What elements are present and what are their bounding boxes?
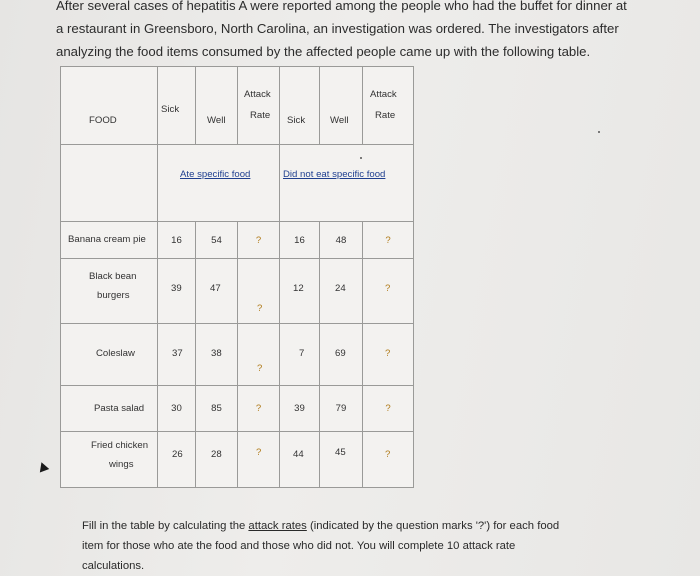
noeat-group-cell [280, 145, 414, 222]
intro-line-1: After several cases of hepatitis A were reported among the people who had the buffet for dinner at [56, 0, 627, 13]
ate-well-value: 38 [211, 348, 222, 359]
instructions-text: Fill in the table by calculating the [82, 520, 249, 532]
food-name-cont: wings [109, 459, 134, 470]
food-name: Black bean [89, 271, 137, 282]
table-row [61, 432, 414, 488]
ate-attack-rate-value: ? [257, 363, 263, 374]
table-row [61, 386, 414, 432]
table-row [61, 222, 414, 259]
ate-sick-value: 39 [171, 283, 182, 294]
noeat-attack-rate-value: ? [385, 348, 391, 359]
table-row [61, 324, 414, 386]
ate-well-cell: 54 [196, 222, 238, 259]
ate-attack-rate-header-cell [238, 67, 280, 145]
ate-well-cell [196, 432, 238, 488]
intro-line-3: analyzing the food items consumed by the affected people came up with the following table. [56, 44, 591, 59]
ate-well-value: 28 [211, 449, 222, 460]
ate-specific-food-label: Ate specific food [180, 169, 251, 180]
noeat-attack-rate-cell: ? [363, 222, 414, 259]
attack-rates-term: attack rates [248, 520, 307, 532]
food-name-cell [61, 386, 158, 432]
noeat-well-value: 45 [335, 447, 346, 458]
food-name: Pasta salad [94, 403, 145, 414]
food-name-cell [61, 259, 158, 324]
ate-well-cell: 85 [196, 386, 238, 432]
ate-attack-rate-cell: ? [238, 222, 280, 259]
instructions-line-3: calculations. [82, 560, 145, 572]
ate-well-header: Well [207, 115, 226, 126]
noeat-attack-rate-cell [363, 259, 414, 324]
ate-attack-rate-cell [238, 324, 280, 386]
food-name-cell [61, 432, 158, 488]
noeat-well-cell: 79 [320, 386, 363, 432]
noeat-attack-rate-value: ? [385, 283, 391, 294]
noeat-sick-value: 44 [293, 449, 304, 460]
noeat-attack-rate-cell: ? [363, 386, 414, 432]
blank-cell [61, 145, 158, 222]
noeat-sick-value: 12 [293, 283, 304, 294]
food-name-cell [61, 222, 158, 259]
ate-attack-rate-cell: ? [238, 386, 280, 432]
noeat-attack-rate-cell [363, 324, 414, 386]
food-header: FOOD [89, 115, 117, 126]
instructions-paragraph [82, 516, 622, 576]
noeat-attack-rate-header-cell [363, 67, 414, 145]
noeat-well-value: 24 [335, 283, 346, 294]
ate-sick-cell [158, 324, 196, 386]
ate-rate-header: Rate [250, 110, 271, 121]
ate-well-header-cell [196, 67, 238, 145]
table-row [61, 259, 414, 324]
noeat-sick-header: Sick [287, 115, 306, 126]
speck-mark [598, 131, 600, 133]
noeat-attack-rate-cell [363, 432, 414, 488]
ate-well-cell [196, 259, 238, 324]
ate-attack-rate-cell [238, 259, 280, 324]
ate-sick-cell: 16 [158, 222, 196, 259]
ate-sick-cell [158, 259, 196, 324]
food-name-cell [61, 324, 158, 386]
instructions-line-1 [82, 516, 622, 536]
ate-well-cell [196, 324, 238, 386]
ate-attack-rate-value: ? [256, 447, 262, 458]
food-name-cont: burgers [97, 290, 130, 301]
ate-group-cell [158, 145, 280, 222]
group-label-row [61, 145, 414, 222]
instructions-text-cont: (indicated by the question marks '?') for each food [306, 520, 560, 532]
noeat-well-header: Well [330, 115, 349, 126]
ate-sick-cell [158, 432, 196, 488]
speck-mark [360, 157, 362, 159]
food-name: Banana cream pie [68, 234, 146, 245]
ate-sick-value: 26 [172, 449, 183, 460]
noeat-well-cell: 48 [320, 222, 363, 259]
intro-paragraph [56, 0, 676, 63]
noeat-sick-cell [280, 324, 320, 386]
noeat-rate-header: Rate [375, 110, 396, 121]
noeat-well-cell [320, 324, 363, 386]
noeat-sick-cell [280, 259, 320, 324]
did-not-eat-label: Did not eat specific food [283, 169, 386, 180]
noeat-sick-cell: 16 [280, 222, 320, 259]
food-header-cell [61, 67, 158, 145]
noeat-sick-header-cell [280, 67, 320, 145]
food-name: Coleslaw [96, 348, 135, 359]
ate-attack-header: Attack [244, 89, 271, 100]
noeat-attack-rate-value: ? [385, 449, 391, 460]
noeat-sick-cell: 39 [280, 386, 320, 432]
ate-sick-value: 37 [172, 348, 183, 359]
intro-line-2: a restaurant in Greensboro, North Carolina, an investigation was ordered. The investigators after [56, 21, 619, 36]
noeat-well-cell [320, 259, 363, 324]
instructions-line-2: item for those who ate the food and those who did not. You will complete 10 attack rate [82, 540, 516, 552]
ate-sick-header-cell [158, 67, 196, 145]
noeat-well-cell [320, 432, 363, 488]
noeat-well-value: 69 [335, 348, 346, 359]
food-name: Fried chicken [91, 440, 149, 451]
noeat-sick-value: 7 [299, 348, 305, 359]
ate-attack-rate-cell [238, 432, 280, 488]
noeat-well-header-cell [320, 67, 363, 145]
ate-sick-header: Sick [161, 104, 180, 115]
noeat-attack-header: Attack [370, 89, 397, 100]
ate-sick-cell: 30 [158, 386, 196, 432]
header-row [61, 67, 414, 145]
noeat-sick-cell [280, 432, 320, 488]
attack-rate-table [60, 66, 414, 488]
ate-well-value: 47 [210, 283, 221, 294]
ate-attack-rate-value: ? [257, 303, 263, 314]
